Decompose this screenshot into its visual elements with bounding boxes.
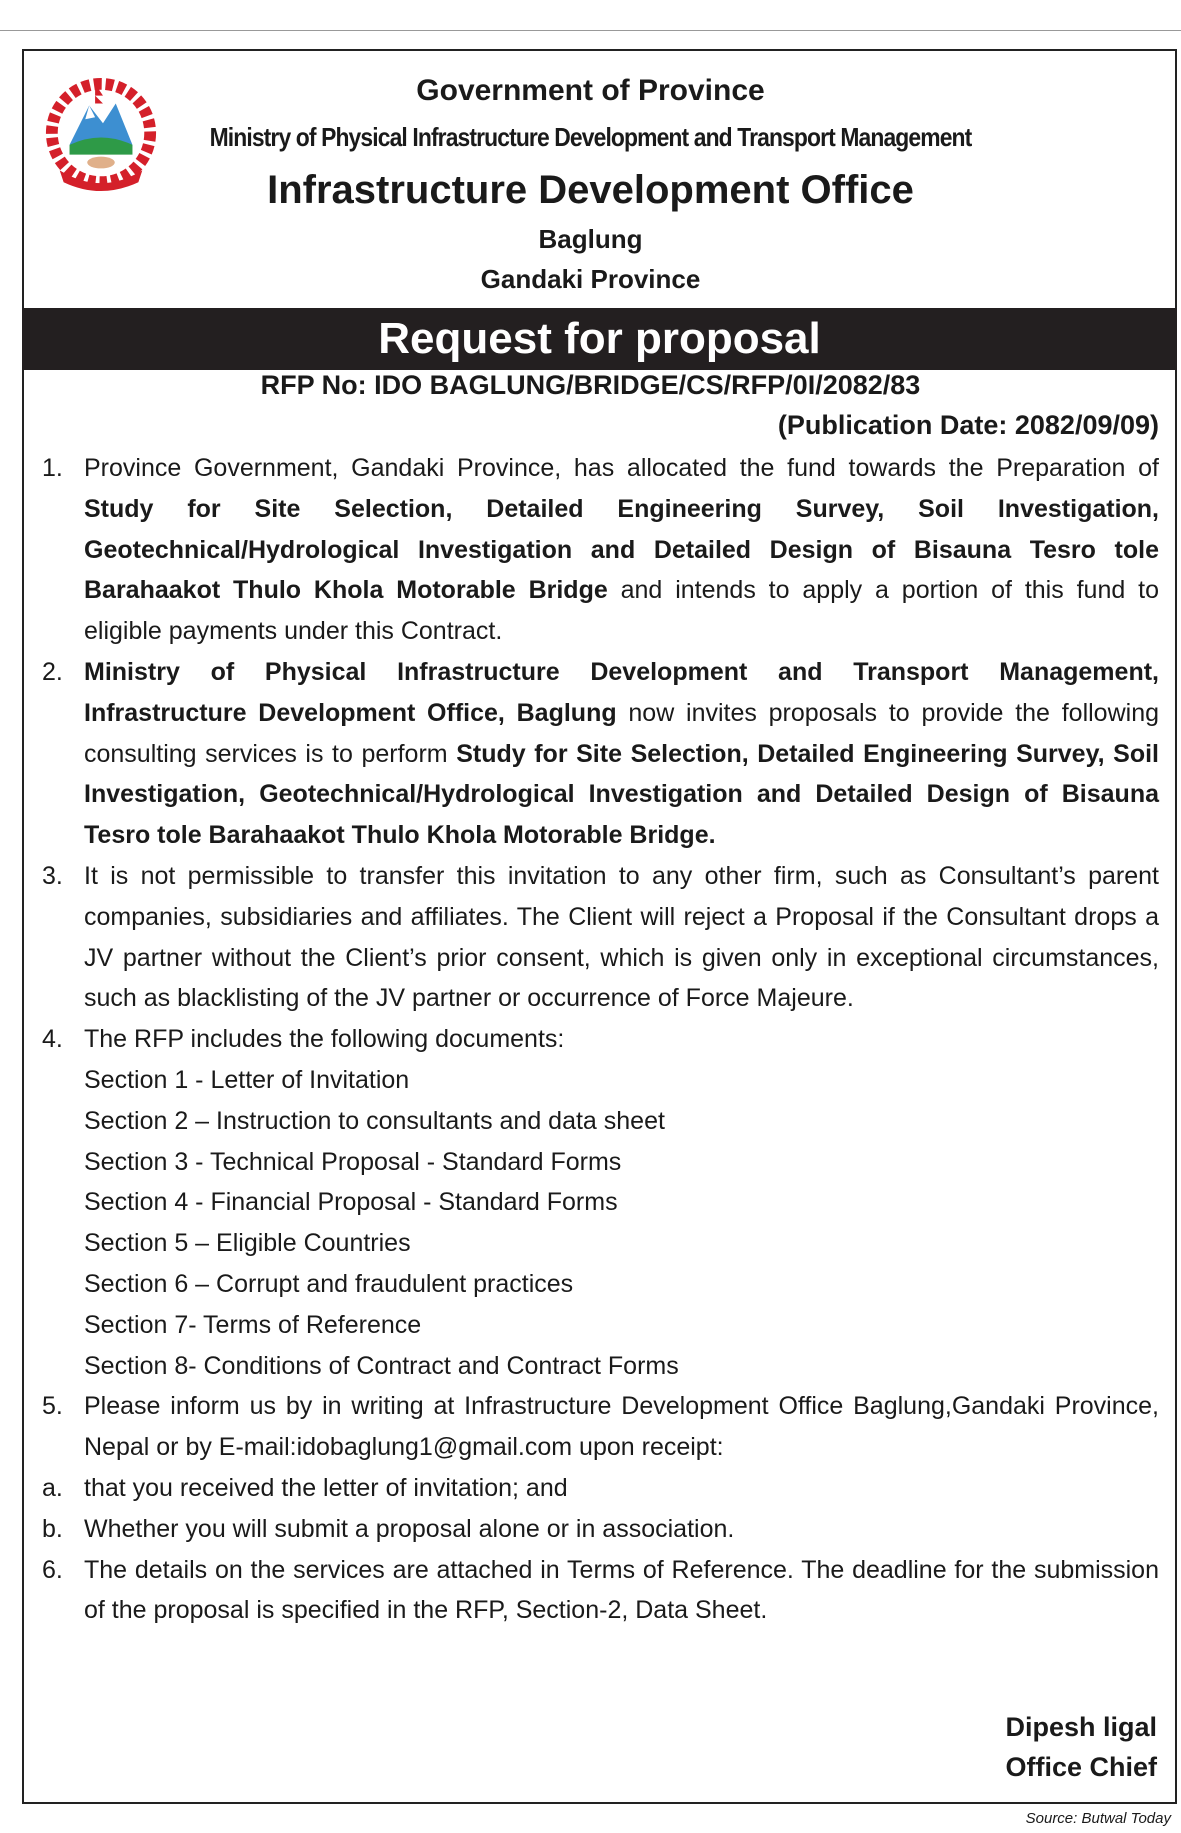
list-item [42, 1550, 1159, 1632]
list-item [42, 856, 1159, 1019]
source-credit: Source: Butwal Today [1025, 1810, 1171, 1827]
list-item [42, 448, 1159, 652]
publication-date: (Publication Date: 2082/09/09) [777, 410, 1159, 440]
notice-title: Request for proposal [22, 308, 1177, 370]
item-number: 5. [42, 1392, 63, 1421]
bold-run: Study for Site Selection, Detailed Engineering Survey, Soil Investigation, Geotechnical/Hydrological Investigation and Detailed Design of Bisauna Tesro tole Barahaakot Thulo Khola Motorable Bridge. [84, 739, 1159, 850]
section-item: Section 2 – Instruction to consultants and data sheet [84, 1106, 665, 1135]
item-number: 1. [42, 454, 63, 482]
item-text: Please inform us by in writing at Infrastructure Development Office Baglung,Gandaki Province, Nepal or by E-mail:idobaglung1@gmail.com upon receipt: [84, 1392, 1159, 1462]
section-item: Section 1 - Letter of Invitation [84, 1065, 410, 1094]
item-number: 3. [42, 861, 63, 890]
notice-body [42, 448, 1159, 1631]
text-run: Province Government, Gandaki Province, has allocated the fund towards the Preparation of [84, 454, 1159, 482]
list-item [42, 1386, 1159, 1468]
top-rule [0, 30, 1181, 31]
list-item [42, 1468, 1159, 1509]
section-item: Section 8- Conditions of Contract and Contract Forms [84, 1351, 679, 1380]
rfp-number: RFP No: IDO BAGLUNG/BRIDGE/CS/RFP/0I/2082/83 [260, 370, 921, 400]
section-item: Section 7- Terms of Reference [84, 1310, 422, 1339]
section-item: Section 3 - Technical Proposal - Standard Forms [84, 1147, 622, 1176]
item-number: 6. [42, 1555, 63, 1584]
header-district: Baglung [538, 224, 643, 254]
text-run: now invites proposals to provide the following consulting services is to perform [84, 698, 1160, 768]
list-item [42, 1509, 1159, 1550]
bold-run: Ministry of Physical Infrastructure Development and Transport Management, Infrastructure Development Office, Baglung [84, 657, 1159, 727]
item-text: Whether you will submit a proposal alone or in association. [84, 1514, 735, 1543]
signatory-title: Office Chief [1005, 1752, 1157, 1782]
item-text [84, 652, 1159, 856]
header-government: Government of Province [416, 74, 765, 107]
text-run: and intends to apply a portion of this fund to eligible payments under this Contract. [84, 576, 1159, 646]
item-text: that you received the letter of invitation; and [84, 1473, 568, 1502]
item-number: 2. [42, 657, 63, 686]
section-item: Section 6 – Corrupt and fraudulent practices [84, 1269, 574, 1298]
header-office: Infrastructure Development Office [267, 168, 914, 212]
item-text: The RFP includes the following documents: [84, 1025, 565, 1054]
item-text: It is not permissible to transfer this invitation to any other firm, such as Consultant’s parent companies, subsidiaries and affiliates. The Client will reject a Proposal if the Consultant drops a JV partner without the Client’s prior consent, which is given only in exceptional circumstances, such as blacklisting of the JV partner or occurrence of Force Majeure. [84, 861, 1159, 1013]
signature-block [1005, 1707, 1157, 1787]
signatory-name: Dipesh ligal [1005, 1712, 1157, 1742]
list-item [42, 1019, 1159, 1060]
item-text: The details on the services are attached in Terms of Reference. The deadline for the submission of the proposal is specified in the RFP, Section-2, Data Sheet. [84, 1555, 1159, 1625]
section-item: Section 4 - Financial Proposal - Standard Forms [84, 1188, 618, 1217]
list-item [42, 652, 1159, 856]
bold-run: Study for Site Selection, Detailed Engineering Survey, Soil Investigation, Geotechnical/Hydrological Investigation and Detailed Design of Bisauna Tesro tole Barahaakot Thulo Khola Motorable Bridge [84, 494, 1159, 605]
section-item: Section 5 – Eligible Countries [84, 1229, 411, 1258]
item-number: 4. [42, 1025, 63, 1054]
item-text [84, 448, 1159, 652]
item-number: a. [42, 1473, 63, 1502]
item-number: b. [42, 1514, 63, 1543]
header-province: Gandaki Province [480, 264, 701, 294]
header-ministry: Ministry of Physical Infrastructure Development and Transport Management [209, 122, 972, 152]
